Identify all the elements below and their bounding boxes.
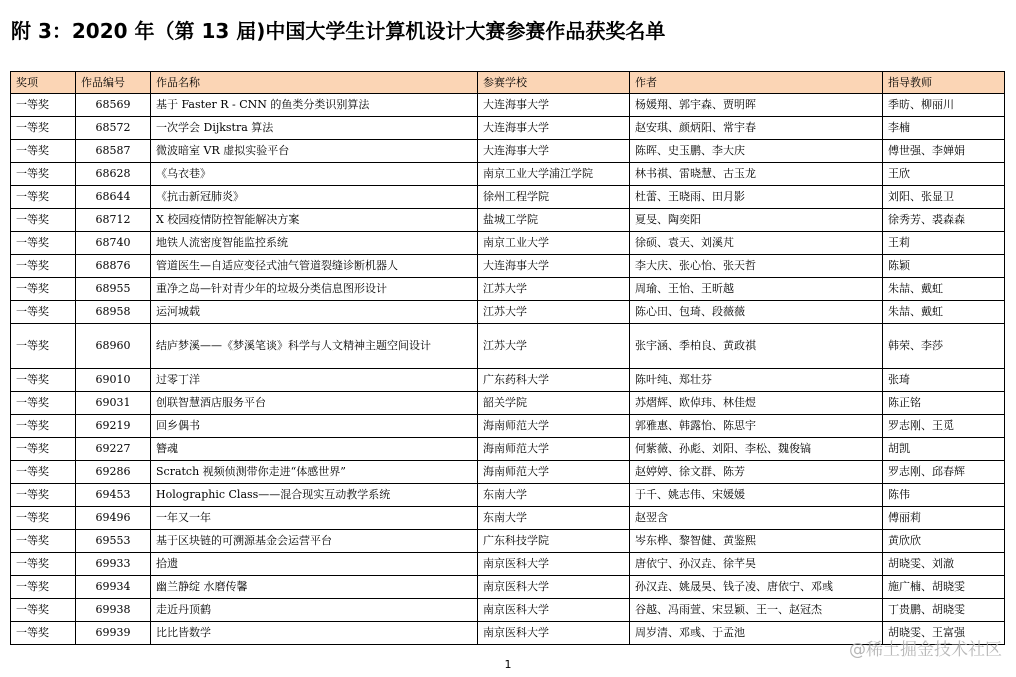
cell-award: 一等奖: [11, 209, 76, 232]
cell-advisors: 胡晓雯、刘澈: [883, 553, 1005, 576]
cell-award: 一等奖: [11, 415, 76, 438]
cell-work-id: 69934: [76, 576, 151, 599]
table-row: [11, 599, 1005, 622]
table-row: [11, 576, 1005, 599]
cell-authors: 何紫薇、孙彪、刘阳、李松、魏俊镐: [630, 438, 883, 461]
table-row: [11, 484, 1005, 507]
cell-award: 一等奖: [11, 576, 76, 599]
table-row: [11, 507, 1005, 530]
cell-work-id: 68644: [76, 186, 151, 209]
cell-authors: 徐硕、袁天、刘溪芃: [630, 232, 883, 255]
cell-advisors: 朱喆、戴虹: [883, 278, 1005, 301]
cell-work-name: 重净之岛—针对青少年的垃圾分类信息图形设计: [151, 278, 478, 301]
cell-authors: 孙汉垚、姚晟昊、钱子凌、唐依宁、邓彧: [630, 576, 883, 599]
cell-work-id: 69031: [76, 392, 151, 415]
cell-work-id: 68712: [76, 209, 151, 232]
cell-advisors: 王莉: [883, 232, 1005, 255]
cell-school: 海南师范大学: [478, 415, 630, 438]
cell-work-name: X 校园疫情防控智能解决方案: [151, 209, 478, 232]
cell-work-id: 69453: [76, 484, 151, 507]
cell-authors: 郭雅惠、韩露怡、陈思宇: [630, 415, 883, 438]
cell-authors: 唐依宁、孙汉垚、徐芊昊: [630, 553, 883, 576]
cell-work-name: 幽兰静绽 水磨传馨: [151, 576, 478, 599]
cell-school: 海南师范大学: [478, 438, 630, 461]
cell-award: 一等奖: [11, 324, 76, 369]
cell-award: 一等奖: [11, 278, 76, 301]
cell-award: 一等奖: [11, 140, 76, 163]
table-row: [11, 392, 1005, 415]
cell-advisors: 施广楠、胡晓雯: [883, 576, 1005, 599]
cell-work-name: 微波暗室 VR 虚拟实验平台: [151, 140, 478, 163]
cell-school: 东南大学: [478, 484, 630, 507]
cell-work-id: 69227: [76, 438, 151, 461]
cell-authors: 陈晖、史玉鹏、李大庆: [630, 140, 883, 163]
cell-award: 一等奖: [11, 369, 76, 392]
award-table: [10, 71, 1005, 645]
cell-school: 江苏大学: [478, 278, 630, 301]
cell-work-name: 地铁人流密度智能监控系统: [151, 232, 478, 255]
table-row: [11, 438, 1005, 461]
cell-school: 南京医科大学: [478, 553, 630, 576]
table-row: [11, 140, 1005, 163]
cell-authors: 于千、姚志伟、宋媛媛: [630, 484, 883, 507]
table-row: [11, 461, 1005, 484]
cell-award: 一等奖: [11, 461, 76, 484]
cell-award: 一等奖: [11, 186, 76, 209]
cell-school: 南京工业大学: [478, 232, 630, 255]
cell-school: 江苏大学: [478, 324, 630, 369]
cell-school: 徐州工程学院: [478, 186, 630, 209]
cell-advisors: 黄欣欣: [883, 530, 1005, 553]
cell-work-id: 69286: [76, 461, 151, 484]
cell-advisors: 胡晓雯、王富强: [883, 622, 1005, 645]
cell-award: 一等奖: [11, 530, 76, 553]
cell-award: 一等奖: [11, 599, 76, 622]
cell-authors: 岑东桦、黎智健、黄鉴熙: [630, 530, 883, 553]
cell-school: 大连海事大学: [478, 94, 630, 117]
cell-advisors: 胡凯: [883, 438, 1005, 461]
cell-work-id: 69010: [76, 369, 151, 392]
table-row: [11, 209, 1005, 232]
cell-work-id: 68955: [76, 278, 151, 301]
cell-work-name: 拾遗: [151, 553, 478, 576]
cell-work-name: 走近丹顶鹤: [151, 599, 478, 622]
cell-advisors: 陈正铭: [883, 392, 1005, 415]
cell-work-name: 过零丁洋: [151, 369, 478, 392]
cell-school: 韶关学院: [478, 392, 630, 415]
cell-work-id: 69938: [76, 599, 151, 622]
cell-work-name: Holographic Class——混合现实互动教学系统: [151, 484, 478, 507]
cell-advisors: 李楠: [883, 117, 1005, 140]
header-work-name: 作品名称: [151, 72, 478, 94]
cell-school: 广东科技学院: [478, 530, 630, 553]
cell-award: 一等奖: [11, 94, 76, 117]
cell-award: 一等奖: [11, 255, 76, 278]
cell-work-id: 68740: [76, 232, 151, 255]
cell-school: 江苏大学: [478, 301, 630, 324]
watermark: @稀土掘金技术社区: [849, 640, 1002, 660]
header-authors: 作者: [630, 72, 883, 94]
table-row: [11, 301, 1005, 324]
cell-advisors: 韩荣、李莎: [883, 324, 1005, 369]
cell-advisors: 罗志刚、邱春辉: [883, 461, 1005, 484]
cell-authors: 李大庆、张心怡、张天哲: [630, 255, 883, 278]
cell-work-name: Scratch 视频侦测带你走进“体感世界”: [151, 461, 478, 484]
cell-advisors: 罗志刚、王觅: [883, 415, 1005, 438]
cell-advisors: 傅世强、李婵娟: [883, 140, 1005, 163]
cell-award: 一等奖: [11, 622, 76, 645]
cell-advisors: 刘阳、张显卫: [883, 186, 1005, 209]
cell-advisors: 徐秀芳、裘森森: [883, 209, 1005, 232]
cell-work-name: 一年又一年: [151, 507, 478, 530]
cell-authors: 周岁清、邓彧、于孟池: [630, 622, 883, 645]
table-row: [11, 530, 1005, 553]
cell-advisors: 王欣: [883, 163, 1005, 186]
table-row: [11, 278, 1005, 301]
table-row: [11, 369, 1005, 392]
cell-work-name: 运河城载: [151, 301, 478, 324]
cell-work-name: 一次学会 Dijkstra 算法: [151, 117, 478, 140]
cell-work-name: 簪魂: [151, 438, 478, 461]
table-row: [11, 255, 1005, 278]
cell-advisors: 张琦: [883, 369, 1005, 392]
cell-advisors: 陈伟: [883, 484, 1005, 507]
table-row: [11, 94, 1005, 117]
cell-school: 海南师范大学: [478, 461, 630, 484]
cell-work-name: 比比皆数学: [151, 622, 478, 645]
cell-advisors: 傅丽莉: [883, 507, 1005, 530]
cell-school: 大连海事大学: [478, 140, 630, 163]
cell-award: 一等奖: [11, 484, 76, 507]
cell-work-name: 创联智慧酒店服务平台: [151, 392, 478, 415]
cell-work-id: 69553: [76, 530, 151, 553]
cell-authors: 谷越、冯雨萱、宋昱颖、王一、赵冠杰: [630, 599, 883, 622]
cell-work-name: 回乡偶书: [151, 415, 478, 438]
page-number: 1: [504, 658, 512, 671]
header-school: 参赛学校: [478, 72, 630, 94]
cell-school: 盐城工学院: [478, 209, 630, 232]
cell-school: 大连海事大学: [478, 255, 630, 278]
cell-authors: 陈叶纯、郑壮芬: [630, 369, 883, 392]
table-row: [11, 324, 1005, 369]
cell-advisors: 朱喆、戴虹: [883, 301, 1005, 324]
table-row: [11, 415, 1005, 438]
cell-authors: 周瑜、王怡、王昕越: [630, 278, 883, 301]
cell-award: 一等奖: [11, 163, 76, 186]
cell-school: 广东药科大学: [478, 369, 630, 392]
cell-work-id: 69219: [76, 415, 151, 438]
cell-award: 一等奖: [11, 553, 76, 576]
cell-work-name: 结庐梦溪——《梦溪笔谈》科学与人文精神主题空间设计: [151, 324, 478, 369]
cell-school: 南京工业大学浦江学院: [478, 163, 630, 186]
cell-work-id: 68958: [76, 301, 151, 324]
cell-work-id: 69496: [76, 507, 151, 530]
cell-award: 一等奖: [11, 438, 76, 461]
cell-work-name: 管道医生—自适应变径式油气管道裂缝诊断机器人: [151, 255, 478, 278]
cell-school: 南京医科大学: [478, 599, 630, 622]
cell-advisors: 季昉、柳丽川: [883, 94, 1005, 117]
cell-advisors: 陈颖: [883, 255, 1005, 278]
cell-work-id: 68587: [76, 140, 151, 163]
cell-school: 大连海事大学: [478, 117, 630, 140]
table-row: [11, 186, 1005, 209]
header-advisors: 指导教师: [883, 72, 1005, 94]
cell-school: 南京医科大学: [478, 622, 630, 645]
cell-work-id: 68572: [76, 117, 151, 140]
cell-work-name: 基于区块链的可溯源基金会运营平台: [151, 530, 478, 553]
cell-work-name: 《抗击新冠肺炎》: [151, 186, 478, 209]
header-work-id: 作品编号: [76, 72, 151, 94]
cell-award: 一等奖: [11, 301, 76, 324]
document-title: 附 3：2020 年（第 13 届)中国大学生计算机设计大赛参赛作品获奖名单: [11, 19, 666, 43]
cell-authors: 赵翌含: [630, 507, 883, 530]
cell-work-id: 68628: [76, 163, 151, 186]
cell-award: 一等奖: [11, 117, 76, 140]
cell-work-name: 《乌衣巷》: [151, 163, 478, 186]
cell-authors: 杨媛翔、郭宇森、贾明晖: [630, 94, 883, 117]
header-award: 奖项: [11, 72, 76, 94]
cell-work-id: 68876: [76, 255, 151, 278]
cell-award: 一等奖: [11, 232, 76, 255]
cell-work-id: 68960: [76, 324, 151, 369]
table-header-row: [11, 72, 1005, 94]
cell-work-id: 69939: [76, 622, 151, 645]
cell-authors: 陈心田、包琦、段薇薇: [630, 301, 883, 324]
table-row: [11, 163, 1005, 186]
table-row: [11, 553, 1005, 576]
cell-authors: 林书祺、雷晓慧、古玉龙: [630, 163, 883, 186]
cell-authors: 苏熠辉、欧倬玮、林佳煜: [630, 392, 883, 415]
cell-authors: 赵安琪、颜炳阳、常宇春: [630, 117, 883, 140]
table-body: [11, 94, 1005, 645]
cell-work-id: 68569: [76, 94, 151, 117]
cell-award: 一等奖: [11, 507, 76, 530]
cell-authors: 杜蕾、王晓雨、田月影: [630, 186, 883, 209]
cell-advisors: 丁贵鹏、胡晓雯: [883, 599, 1005, 622]
cell-authors: 张宇涵、季柏良、黄政祺: [630, 324, 883, 369]
cell-award: 一等奖: [11, 392, 76, 415]
table-row: [11, 117, 1005, 140]
cell-work-name: 基于 Faster R - CNN 的鱼类分类识别算法: [151, 94, 478, 117]
table-row: [11, 232, 1005, 255]
cell-work-id: 69933: [76, 553, 151, 576]
cell-school: 东南大学: [478, 507, 630, 530]
cell-school: 南京医科大学: [478, 576, 630, 599]
cell-authors: 赵婷婷、徐文群、陈芳: [630, 461, 883, 484]
cell-authors: 夏旻、陶奕阳: [630, 209, 883, 232]
